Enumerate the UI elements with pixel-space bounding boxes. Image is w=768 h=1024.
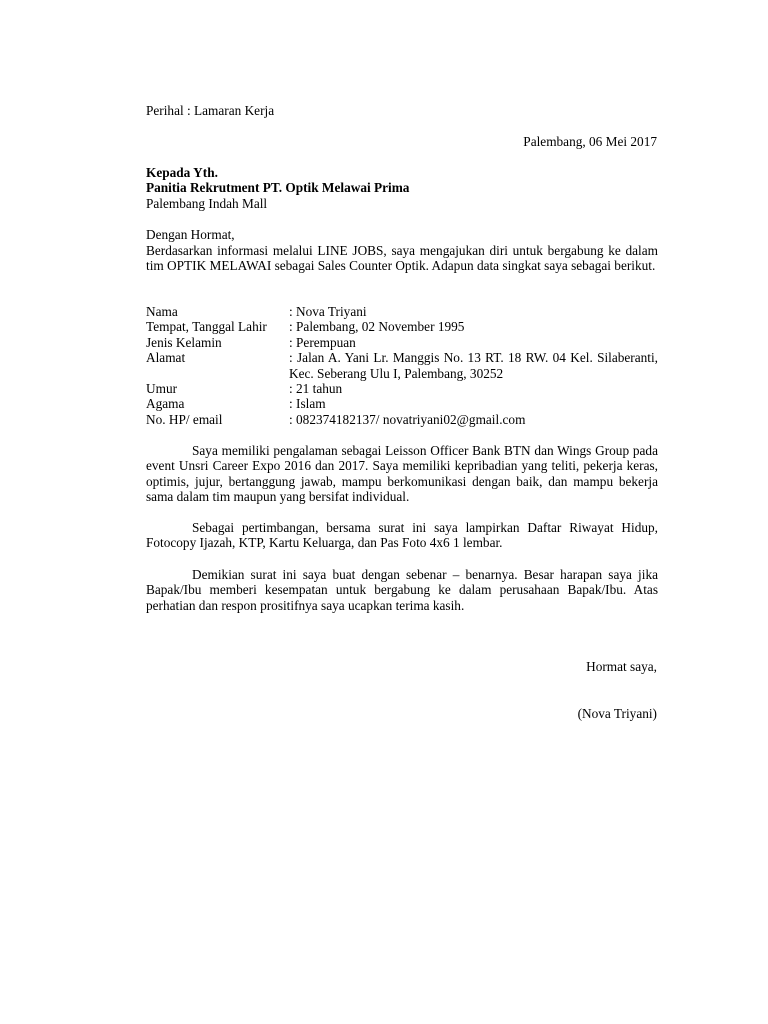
personal-data-value: : 21 tahun xyxy=(289,381,343,397)
personal-data-row xyxy=(146,319,658,334)
recipient-location: Palembang Indah Mall xyxy=(146,195,268,211)
intro-paragraph: Berdasarkan informasi melalui LINE JOBS, saya mengajukan diri untuk bergabung ke dalam tim OPTIK MELAWAI sebagai Sales Counter Optik. Adapun data singkat saya sebagai berikut. xyxy=(146,243,658,274)
personal-data-label: Alamat xyxy=(146,350,186,366)
letter-place-date: Palembang, 06 Mei 2017 xyxy=(523,134,657,149)
personal-data-row xyxy=(146,350,658,381)
attachments-paragraph: Sebagai pertimbangan, bersama surat ini saya lampirkan Daftar Riwayat Hidup, Fotocopy Ijazah, KTP, Kartu Keluarga, dan Pas Foto 4x6 1 lembar. xyxy=(146,520,658,551)
personal-data-value: : Palembang, 02 November 1995 xyxy=(289,319,465,335)
signature-name: (Nova Triyani) xyxy=(577,706,657,721)
recipient-salutation: Kepada Yth. xyxy=(146,165,218,180)
recipient-organization: Panitia Rekrutment PT. Optik Melawai Prima xyxy=(146,180,410,196)
personal-data-label: Agama xyxy=(146,396,185,412)
recipient-block xyxy=(146,165,409,211)
personal-data-label: Nama xyxy=(146,304,178,319)
personal-data-value: : Jalan A. Yani Lr. Manggis No. 13 RT. 18 RW. 04 Kel. Silaberanti, Kec. Seberang Ulu I, Palembang, 30252 xyxy=(289,350,658,381)
letter-greeting: Dengan Hormat, xyxy=(146,227,235,242)
personal-data-value: : Islam xyxy=(289,396,326,412)
personal-data-value: : Perempuan xyxy=(289,334,356,350)
personal-data-label: Jenis Kelamin xyxy=(146,334,222,350)
personal-data-label: No. HP/ email xyxy=(146,411,223,427)
closing-paragraph: Demikian surat ini saya buat dengan sebenar – benarnya. Besar harapan saya jika Bapak/Ibu memberi kesempatan untuk bergabung ke dalam perusahaan Bapak/Ibu. Atas perhatian dan respon prositifnya saya ucapkan terima kasih. xyxy=(146,567,658,613)
personal-data-row xyxy=(146,396,658,411)
personal-data-row xyxy=(146,304,658,319)
closing-salutation: Hormat saya, xyxy=(586,659,657,674)
experience-paragraph: Saya memiliki pengalaman sebagai Leisson Officer Bank BTN dan Wings Group pada event Unsri Career Expo 2016 dan 2017. Saya memiliki kepribadian yang teliti, pekerja keras, optimis, jujur, bertanggung jawab, mampu berkomunikasi dengan baik, dan mampu bekerja sama dalam tim maupun yang bersifat individual. xyxy=(146,443,658,505)
personal-data-table xyxy=(146,304,658,427)
personal-data-label: Tempat, Tanggal Lahir xyxy=(146,319,267,335)
personal-data-row xyxy=(146,412,658,427)
personal-data-row xyxy=(146,381,658,396)
personal-data-label: Umur xyxy=(146,381,178,397)
personal-data-value: : Nova Triyani xyxy=(289,304,367,319)
personal-data-value: : 082374182137/ novatriyani02@gmail.com xyxy=(289,411,526,427)
personal-data-row xyxy=(146,335,658,350)
letter-subject: Perihal : Lamaran Kerja xyxy=(146,103,275,118)
